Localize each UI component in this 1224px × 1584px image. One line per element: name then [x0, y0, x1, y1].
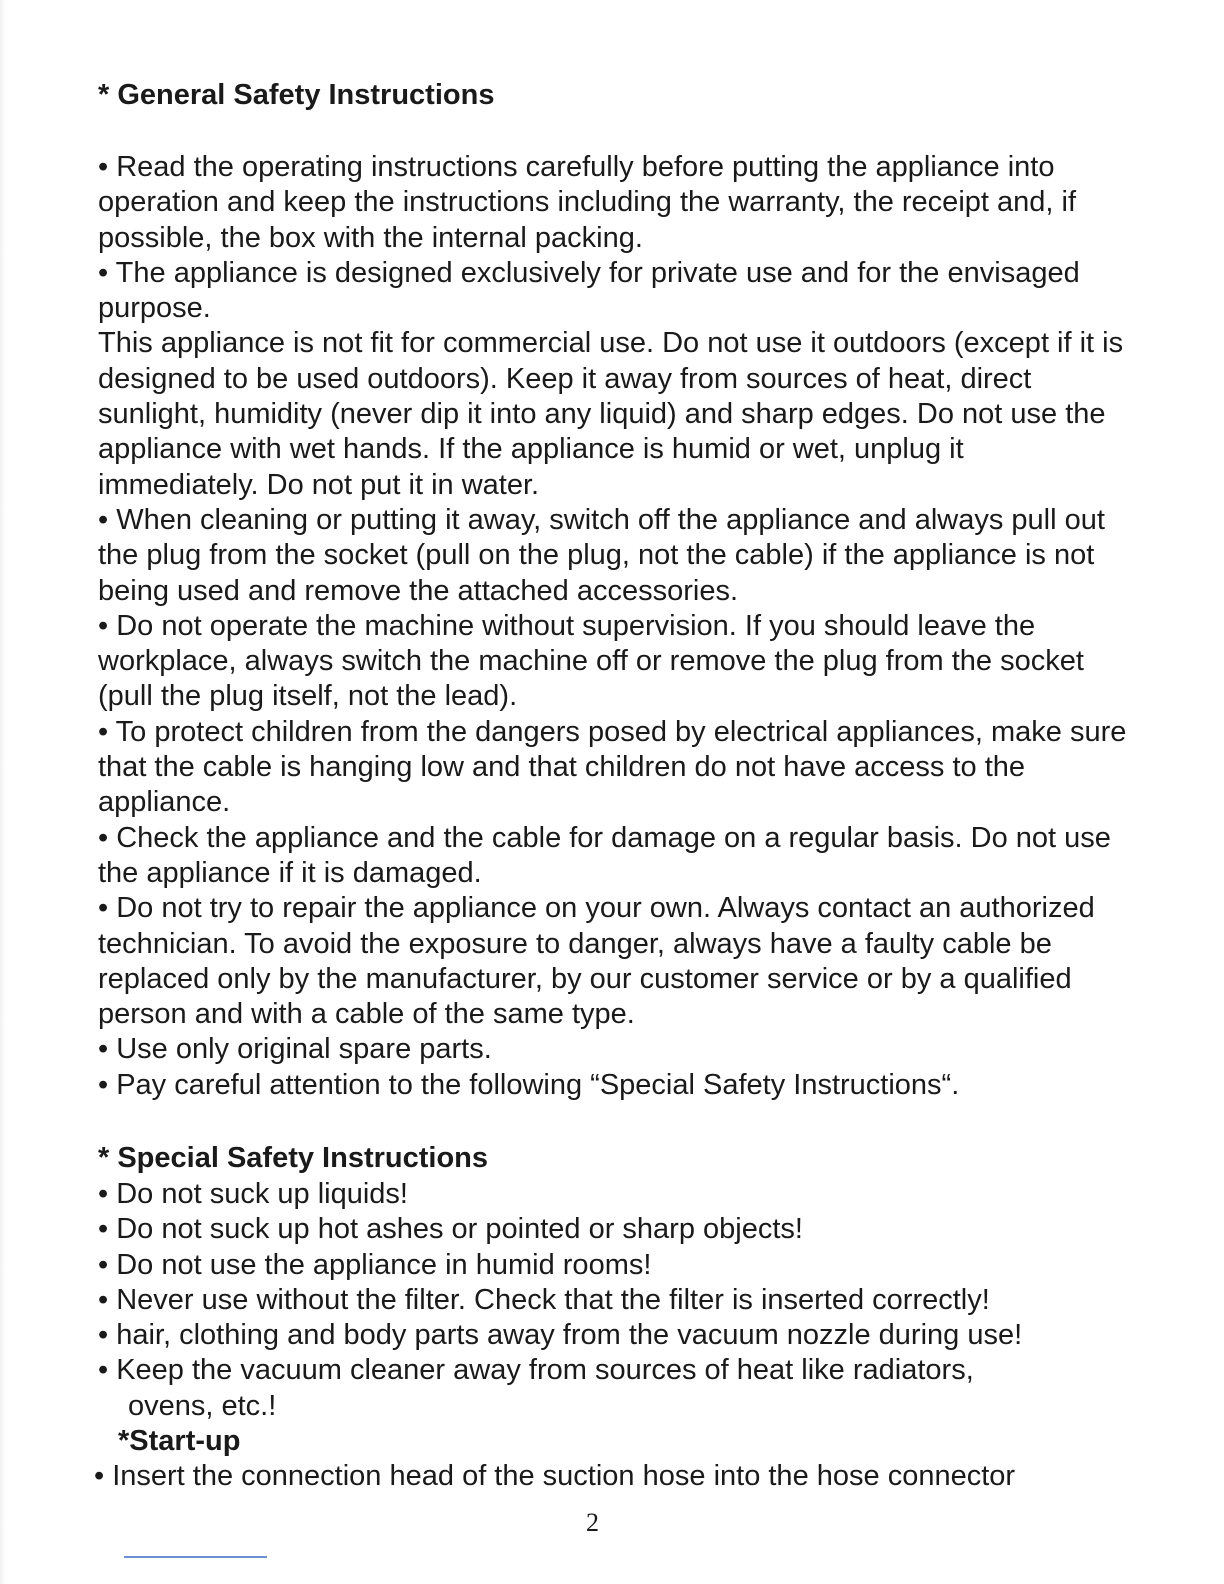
- general-paragraph: • Do not try to repair the appliance on your own. Always contact an authorized technician. To avoid the exposure to danger, always have a faulty cable be replaced only by the manufacturer, by our customer service or by a qualified person and with a cable of the same type.: [98, 892, 1095, 1031]
- general-paragraph: • Use only original spare parts.: [98, 1033, 492, 1066]
- scan-edge-shadow: [0, 0, 6, 1584]
- special-safety-list: [98, 1177, 1128, 1424]
- general-safety-heading: * General Safety Instructions: [98, 79, 495, 111]
- footer-rule: [124, 1556, 267, 1558]
- list-item-continuation: ovens, etc.!: [128, 1389, 277, 1422]
- general-paragraph: This appliance is not fit for commercial use. Do not use it outdoors (except if it is designed to be used outdoors). Keep it away from sources of heat, direct sunlight, humidity (never dip it into any liquid) and sharp edges. Do not use the appliance with wet hands. If the appliance is humid or wet, unplug it immediately. Do not put it in water.: [98, 327, 1124, 501]
- list-item: • Do not suck up liquids!: [98, 1178, 408, 1210]
- general-paragraph: • Read the operating instructions carefully before putting the appliance into operation and keep the instructions including the warranty, the receipt and, if possible, the box with the internal packing.: [98, 151, 1076, 254]
- list-item: • Keep the vacuum cleaner away from sources of heat like radiators,: [98, 1354, 974, 1387]
- general-paragraph: • To protect children from the dangers posed by electrical appliances, make sure that the cable is hanging low and that children do not have access to the appliance.: [98, 715, 1127, 819]
- startup-heading: *Start-up: [118, 1425, 241, 1457]
- general-paragraph: • When cleaning or putting it away, switch off the appliance and always pull out the plug from the socket (pull on the plug, not the cable) if the appliance is not being used and remove the attached accessories.: [98, 503, 1105, 607]
- general-paragraph: • Pay careful attention to the following “Special Safety Instructions“.: [98, 1068, 960, 1101]
- list-item: • Do not suck up hot ashes or pointed or sharp objects!: [98, 1213, 803, 1246]
- list-item: • Do not use the appliance in humid rooms!: [98, 1248, 652, 1281]
- list-item: • Insert the connection head of the suction hose into the hose connector: [94, 1460, 1016, 1492]
- special-safety-heading: * Special Safety Instructions: [98, 1142, 489, 1174]
- general-paragraph: • Check the appliance and the cable for damage on a regular basis. Do not use the appliance if it is damaged.: [98, 821, 1111, 889]
- general-safety-body: [98, 150, 1128, 1103]
- page-number: 2: [586, 1508, 599, 1537]
- list-item: • hair, clothing and body parts away from the vacuum nozzle during use!: [98, 1319, 1023, 1352]
- list-item: • Never use without the filter. Check that the filter is inserted correctly!: [98, 1283, 990, 1316]
- general-paragraph: • Do not operate the machine without supervision. If you should leave the workplace, always switch the machine off or remove the plug from the socket (pull the plug itself, not the lead).: [98, 609, 1084, 713]
- general-paragraph: • The appliance is designed exclusively for private use and for the envisaged purpose.: [98, 256, 1080, 325]
- startup-list: [94, 1459, 1124, 1494]
